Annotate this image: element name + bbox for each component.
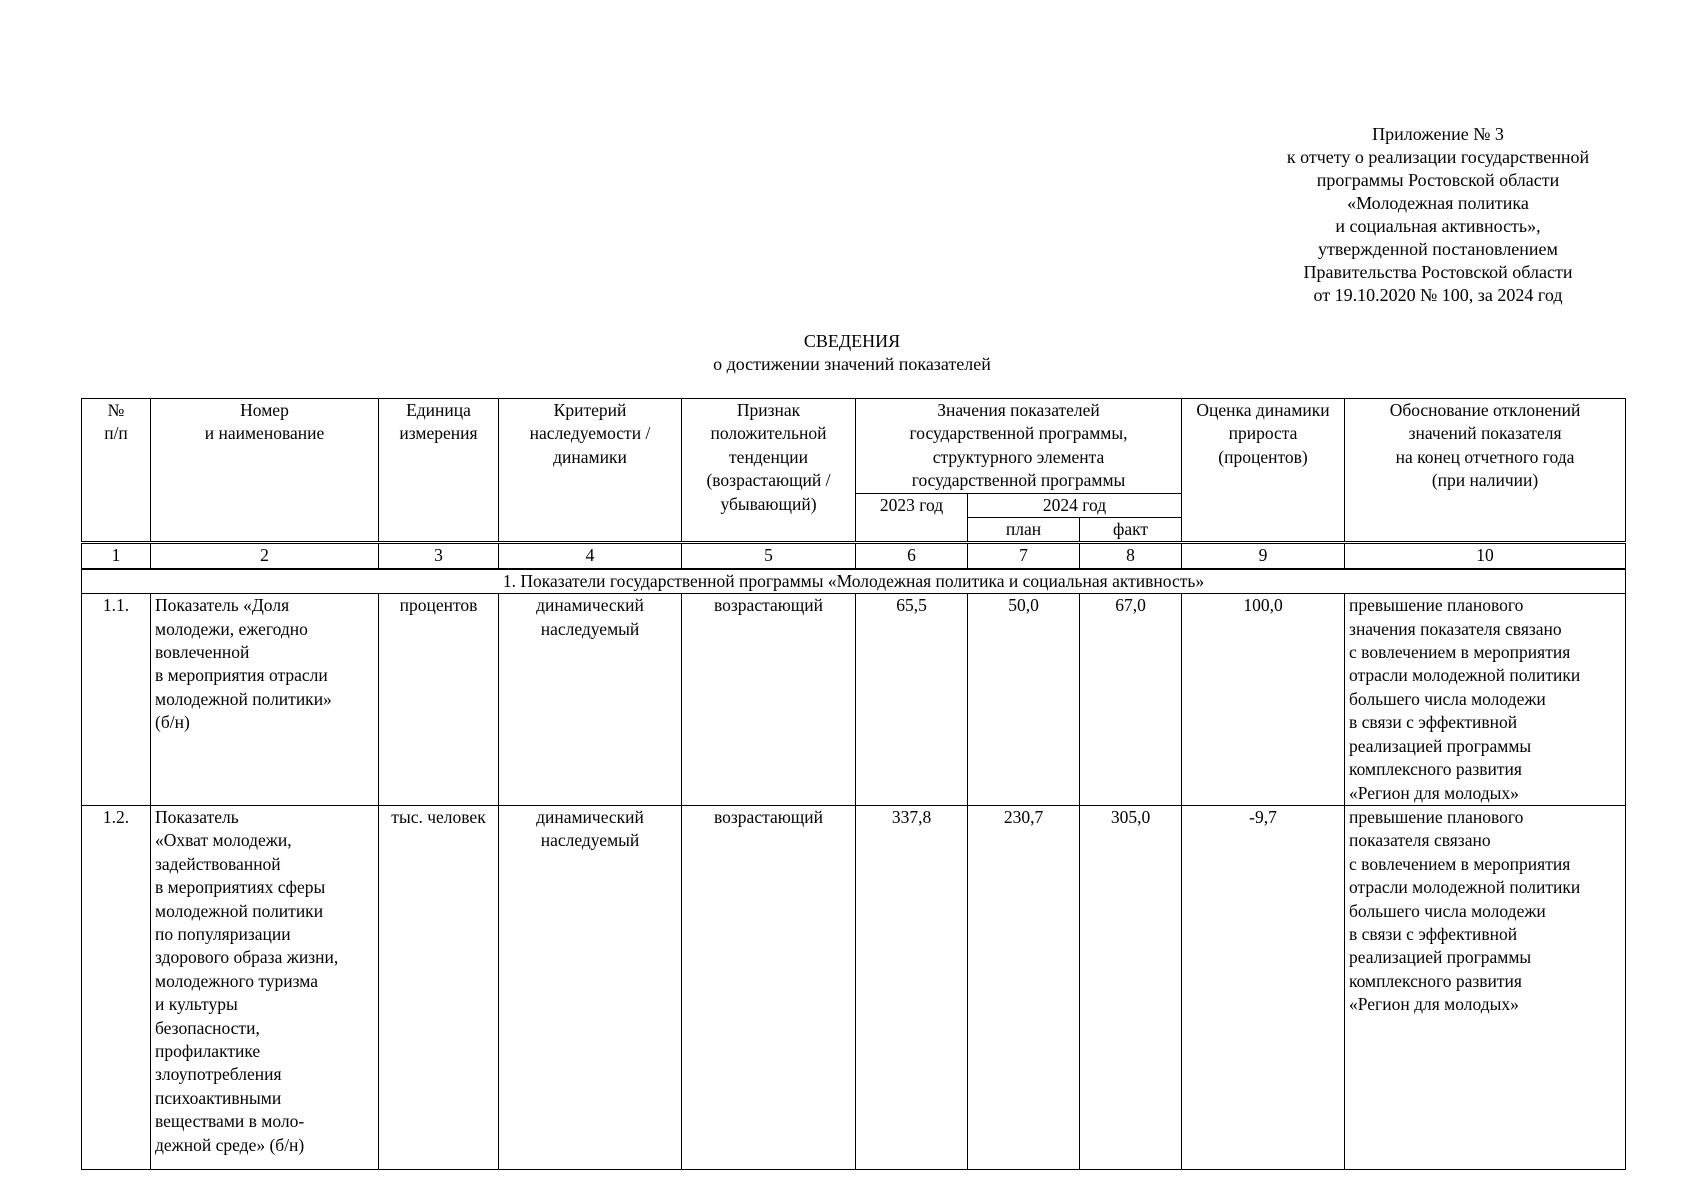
header-name	[151, 399, 379, 543]
header-growth	[1182, 399, 1345, 543]
row-value-fact: 305,0	[1080, 805, 1182, 1169]
column-number: 5	[682, 543, 856, 569]
header-plan: план	[968, 518, 1080, 543]
row-unit: процентов	[379, 594, 499, 806]
row-justification-line: реализацией программы	[1349, 735, 1532, 756]
header-text: измерения	[399, 423, 478, 444]
header-text: государственной программы,	[909, 423, 1128, 444]
row-justification-line: в связи с эффективной	[1349, 712, 1518, 733]
row-growth: 100,0	[1182, 594, 1345, 806]
header-year-2023: 2023 год	[856, 493, 968, 543]
table-row	[82, 805, 1626, 1169]
header-text: Значения показателей	[937, 400, 1100, 420]
row-name-line: молодежи, ежегодно	[155, 618, 308, 639]
row-name-line: веществами в моло-	[155, 1111, 305, 1132]
column-number: 2	[151, 543, 379, 569]
row-value-plan: 50,0	[968, 594, 1080, 806]
row-justification-line: отрасли молодежной политики	[1349, 665, 1581, 686]
row-unit: тыс. человек	[379, 805, 499, 1169]
header-criterion	[499, 399, 682, 543]
row-justification-line: комплексного развития	[1349, 970, 1522, 991]
row-name-line: вовлеченной	[155, 642, 250, 663]
row-criterion-line: наследуемый	[540, 830, 640, 851]
row-growth: -9,7	[1182, 805, 1345, 1169]
header-tendency	[682, 399, 856, 543]
column-number: 8	[1080, 543, 1182, 569]
header-text: положительной	[710, 423, 827, 444]
header-text: №	[107, 400, 125, 420]
header-row-1	[82, 399, 1626, 494]
header-num	[82, 399, 151, 543]
row-justification-line: «Регион для молодых»	[1349, 994, 1519, 1015]
row-justification-line: отрасли молодежной политики	[1349, 877, 1581, 898]
row-value-2023: 65,5	[856, 594, 968, 806]
row-criterion-line: динамический	[536, 806, 644, 827]
appendix-line: к отчету о реализации государственной	[1286, 147, 1590, 167]
header-unit	[379, 399, 499, 543]
row-name-line: молодежной политики	[155, 900, 324, 921]
row-justification	[1345, 805, 1626, 1169]
table-row	[82, 594, 1626, 806]
row-name-line: задействованной	[155, 853, 281, 874]
header-text: Признак	[736, 400, 801, 420]
row-name-line: дежной среде» (б/н)	[155, 1134, 305, 1155]
row-name-line: в мероприятиях сферы	[155, 877, 326, 898]
row-justification-line: реализацией программы	[1349, 947, 1532, 968]
column-number: 7	[968, 543, 1080, 569]
row-value-fact: 67,0	[1080, 594, 1182, 806]
header-text: (возрастающий /	[706, 470, 831, 491]
row-name-line: по популяризации	[155, 923, 291, 944]
row-name	[151, 805, 379, 1169]
appendix-line: от 19.10.2020 № 100, за 2024 год	[1313, 285, 1563, 305]
appendix-line: программы Ростовской области	[1316, 170, 1560, 190]
header-text: Обоснование отклонений	[1389, 400, 1581, 420]
header-text: п/п	[104, 423, 128, 444]
row-num: 1.2.	[82, 805, 151, 1169]
column-number: 4	[499, 543, 682, 569]
row-value-2023: 337,8	[856, 805, 968, 1169]
row-criterion	[499, 805, 682, 1169]
appendix-line: Правительства Ростовской области	[1303, 262, 1573, 282]
row-num: 1.1.	[82, 594, 151, 806]
row-justification-line: большего числа молодежи	[1349, 688, 1546, 709]
row-name	[151, 594, 379, 806]
row-name-line: молодежного туризма	[155, 970, 318, 991]
section-row	[82, 569, 1626, 594]
row-name-line: Показатель «Доля	[155, 595, 290, 616]
header-text: (процентов)	[1218, 446, 1308, 467]
row-justification-line: показателя связано	[1349, 830, 1491, 851]
column-numbers-row	[82, 543, 1626, 569]
header-year-2024: 2024 год	[968, 493, 1182, 517]
row-name-line: молодежной политики»	[155, 688, 332, 709]
row-tendency: возрастающий	[682, 594, 856, 806]
row-justification-line: «Регион для молодых»	[1349, 782, 1519, 803]
row-criterion	[499, 594, 682, 806]
row-justification	[1345, 594, 1626, 806]
section-title: 1. Показатели государственной программы «Молодежная политика и социальная активность»	[82, 569, 1626, 594]
row-name-line: профилактике	[155, 1040, 261, 1061]
header-text: государственной программы	[911, 470, 1126, 491]
header-text: динамики	[553, 446, 627, 467]
appendix-note	[1238, 123, 1638, 307]
title-main: СВЕДЕНИЯ	[803, 331, 901, 351]
row-justification-line: в связи с эффективной	[1349, 923, 1518, 944]
row-name-line: злоупотребления	[155, 1064, 282, 1085]
row-criterion-line: наследуемый	[540, 618, 640, 639]
column-number: 1	[82, 543, 151, 569]
row-name-line: и культуры	[155, 994, 238, 1015]
header-text: структурного элемента	[932, 446, 1105, 467]
appendix-line: «Молодежная политика	[1347, 193, 1529, 213]
header-text: и наименование	[204, 423, 325, 444]
column-number: 3	[379, 543, 499, 569]
row-name-line: безопасности,	[155, 1017, 260, 1038]
column-number: 9	[1182, 543, 1345, 569]
row-justification-line: с вовлечением в мероприятия	[1349, 853, 1571, 874]
header-text: Критерий	[553, 400, 627, 420]
header-text: на конец отчетного года	[1395, 446, 1575, 467]
appendix-line: и социальная активность»,	[1335, 216, 1541, 236]
row-name-line: «Охват молодежи,	[155, 830, 292, 851]
appendix-line: Приложение № 3	[1372, 124, 1504, 144]
header-text: тенденции	[729, 446, 808, 467]
row-tendency: возрастающий	[682, 805, 856, 1169]
column-number: 10	[1345, 543, 1626, 569]
row-value-plan: 230,7	[968, 805, 1080, 1169]
row-name-line: Показатель	[155, 806, 239, 827]
header-text: прироста	[1228, 423, 1298, 444]
document-title	[80, 330, 1624, 376]
row-name-line: в мероприятия отрасли	[155, 665, 328, 686]
row-justification-line: большего числа молодежи	[1349, 900, 1546, 921]
header-text: Номер	[240, 400, 289, 420]
header-fact: факт	[1080, 518, 1182, 543]
column-number: 6	[856, 543, 968, 569]
header-text: Оценка динамики	[1196, 400, 1330, 420]
row-justification-line: комплексного развития	[1349, 759, 1522, 780]
header-text: наследуемости /	[529, 423, 651, 444]
row-justification-line: с вовлечением в мероприятия	[1349, 642, 1571, 663]
header-text: (при наличии)	[1431, 470, 1539, 491]
header-values	[856, 399, 1182, 494]
header-text: убывающий)	[720, 493, 817, 514]
row-justification-line: превышение планового	[1349, 595, 1524, 616]
title-sub: о достижении значений показателей	[713, 354, 991, 374]
row-criterion-line: динамический	[536, 595, 644, 616]
row-justification-line: превышение планового	[1349, 806, 1524, 827]
header-text: Единица	[406, 400, 471, 420]
row-name-line: психоактивными	[155, 1087, 282, 1108]
row-justification-line: значения показателя связано	[1349, 618, 1562, 639]
row-name-line: (б/н)	[155, 712, 190, 733]
row-name-line: здорового образа жизни,	[155, 947, 339, 968]
header-text: значений показателя	[1408, 423, 1562, 444]
indicators-table	[81, 398, 1626, 1170]
appendix-line: утвержденной постановлением	[1318, 239, 1558, 259]
header-justification	[1345, 399, 1626, 543]
